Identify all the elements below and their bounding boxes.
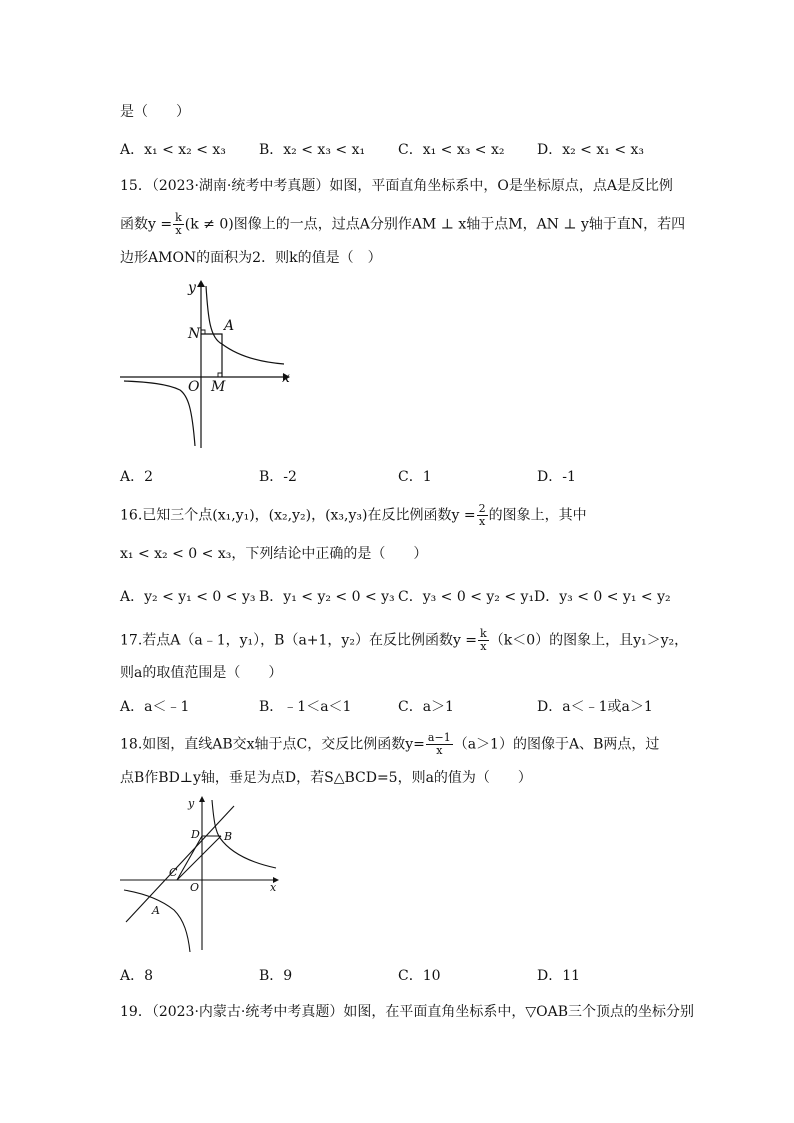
q17-fraction <box>478 628 489 653</box>
q16-option-b[interactable]: B．y₁ < y₂ < 0 < y₃ <box>259 589 395 605</box>
q18-option-c[interactable]: C．10 <box>398 968 441 984</box>
q18-label-x: x <box>270 881 277 894</box>
q17-options <box>120 697 680 717</box>
q18-option-a[interactable]: A．8 <box>120 968 154 984</box>
q15-stem-line2 <box>120 212 685 237</box>
q15-frac-den: x <box>175 224 182 237</box>
q15-stem-line2-post: (k ≠ 0)图像上的一点，过点A分别作AM ⊥ x轴于点M，AN ⊥ y轴于直N，若四 <box>184 216 686 233</box>
q16-frac-num: 2 <box>478 502 486 515</box>
q18-fraction <box>426 732 453 757</box>
q18-frac-num: a−1 <box>427 731 451 744</box>
q16-stem-line2: x₁ < x₂ < 0 < x₃，下列结论中正确的是（ ） <box>120 546 428 562</box>
q16-frac-den: x <box>478 515 486 528</box>
q16-stem-line1-pre: 16.已知三个点(x₁,y₁)，(x₂,y₂)，(x₃,y₃)在反比例函数y = <box>120 507 476 524</box>
q18-stem-line1 <box>120 732 659 757</box>
q14-option-d[interactable]: D．x₂ < x₁ < x₃ <box>537 142 645 158</box>
q18-option-b[interactable]: B．9 <box>259 968 293 984</box>
q15-label-y: y <box>188 280 196 296</box>
q15-curve-branch-2 <box>124 381 195 446</box>
q18-label-b: B <box>224 830 233 843</box>
q18-stem-line1-post: （a＞1）的图像于A、B两点，过 <box>453 736 660 753</box>
q15-option-a[interactable]: A．2 <box>120 469 154 485</box>
q15-option-c[interactable]: C．1 <box>398 469 432 485</box>
q15-curve-branch-1 <box>206 286 284 364</box>
q18-line-ab <box>126 806 234 922</box>
q18-figure <box>118 794 284 954</box>
q15-label-n: N <box>188 326 201 342</box>
q17-frac-den: x <box>480 640 487 653</box>
q15-y-arrow <box>197 280 205 287</box>
q17-stem-line1 <box>120 628 688 653</box>
q18-label-d: D <box>191 828 200 841</box>
q15-label-x: x <box>282 370 290 386</box>
q16-fraction <box>477 503 488 528</box>
q16-options <box>120 587 680 607</box>
q15-label-m: M <box>211 379 226 395</box>
q16-stem-line1 <box>120 503 587 528</box>
q15-fraction <box>173 212 184 237</box>
q18-label-c: C <box>169 866 178 879</box>
q18-stem-line1-pre: 18.如图，直线AB交x轴于点C，交反比例函数y= <box>120 736 425 753</box>
q14-options <box>120 140 680 160</box>
q15-frac-num: k <box>175 211 182 224</box>
q17-option-a[interactable]: A．a＜﹣1 <box>120 699 190 715</box>
q14-option-c[interactable]: C．x₁ < x₃ < x₂ <box>398 142 505 158</box>
q15-stem-line2-pre: 函数y = <box>120 216 173 233</box>
q16-option-c[interactable]: C．y₃ < 0 < y₂ < y₁ <box>398 589 535 605</box>
q16-option-a[interactable]: A．y₂ < y₁ < 0 < y₃ <box>120 589 256 605</box>
q18-label-y: y <box>188 797 195 810</box>
q18-stem-line2: 点B作BD⊥y轴，垂足为点D，若S△BCD=5，则a的值为（ ） <box>120 770 532 786</box>
q14-stem-tail: 是（ ） <box>120 104 190 120</box>
q15-option-d[interactable]: D．-1 <box>537 469 576 485</box>
q14-option-a[interactable]: A．x₁ < x₂ < x₃ <box>120 142 226 158</box>
q15-stem-line3: 边形AMON的面积为2．则k的值是（ ） <box>120 250 382 266</box>
q15-rect-lines <box>201 334 222 377</box>
q17-stem-line1-pre: 17.若点A（a﹣1，y₁），B（a+1，y₂）在反比例函数y = <box>120 632 478 649</box>
q18-label-o: O <box>190 881 200 894</box>
q15-option-b[interactable]: B．-2 <box>259 469 297 485</box>
q17-frac-num: k <box>480 627 487 640</box>
q18-option-d[interactable]: D．11 <box>537 968 581 984</box>
q15-options <box>120 467 680 487</box>
q15-right-angle-n <box>201 330 205 334</box>
q18-options <box>120 966 680 986</box>
q17-stem-line1-post: （k＜0）的图象上，且y₁＞y₂， <box>489 632 689 649</box>
q15-figure <box>118 278 298 450</box>
q15-label-a: A <box>224 318 235 334</box>
q14-option-b[interactable]: B．x₂ < x₃ < x₁ <box>259 142 366 158</box>
q18-segment-cb <box>177 836 221 880</box>
q16-option-d[interactable]: D．y₃ < 0 < y₁ < y₂ <box>534 589 671 605</box>
q15-label-o: O <box>188 379 200 395</box>
q17-option-b[interactable]: B．﹣1＜a＜1 <box>259 699 352 715</box>
q17-option-d[interactable]: D．a＜﹣1或a＞1 <box>537 699 653 715</box>
q18-label-a: A <box>152 904 160 917</box>
q15-right-angle-m <box>218 373 222 377</box>
q18-curve-branch-1 <box>212 800 276 868</box>
q16-stem-line1-post: 的图象上，其中 <box>488 507 587 524</box>
q18-curve-branch-2 <box>124 890 190 952</box>
q15-stem-line1: 15．（2023·湖南·统考中考真题）如图，平面直角坐标系中，O是坐标原点，点A是反比例 <box>120 178 673 194</box>
q17-option-c[interactable]: C．a＞1 <box>398 699 454 715</box>
q18-y-arrow <box>199 796 205 802</box>
q17-stem-line2: 则a的取值范围是（ ） <box>120 665 283 681</box>
q18-frac-den: x <box>436 744 443 757</box>
q19-stem-line1: 19．（2023·内蒙古·统考中考真题）如图，在平面直角坐标系中，▽OAB三个顶点的坐标分别 <box>120 1004 694 1020</box>
